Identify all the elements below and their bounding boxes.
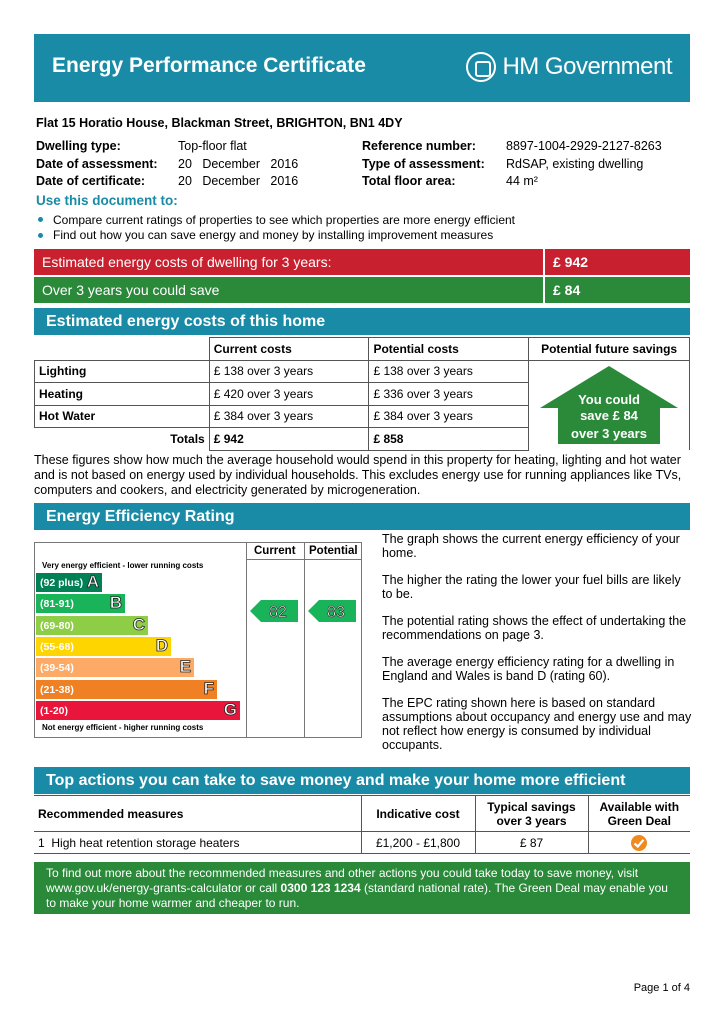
totals-potential: £ 858 (369, 428, 529, 451)
info-key: Date of assessment: (36, 156, 158, 171)
rating-section-title: Energy Efficiency Rating (34, 503, 690, 530)
band-range: (39-54) (40, 662, 74, 675)
band-letter: D (155, 635, 168, 655)
costs-section-title: Estimated energy costs of this home (34, 308, 690, 335)
rating-explanation (382, 532, 692, 765)
band-range: (21-38) (40, 683, 74, 696)
save-label: Over 3 years you could save (34, 277, 543, 303)
gov-text: HM Government (502, 53, 672, 80)
potential-rating-value: 83 (327, 604, 345, 621)
table-row (34, 832, 690, 854)
chart-divider (246, 559, 362, 560)
band-letter: F (203, 678, 214, 698)
footer-text: To find out more about the recommended measures and other actions you could take today to save money, visit www.gov.uk/energy-grants-calculator or call (46, 866, 639, 895)
bullet-item (36, 228, 515, 244)
band-letter: C (132, 614, 145, 634)
col-current: Current (254, 545, 296, 557)
header-cell (35, 338, 210, 361)
row-current: £ 384 over 3 years (209, 405, 369, 428)
row-potential: £ 384 over 3 years (369, 405, 529, 428)
band-letter: B (109, 593, 122, 613)
measure-number: 1 (38, 835, 45, 850)
footer-phone: 0300 123 1234 (280, 881, 361, 895)
save-value: £ 84 (545, 277, 690, 303)
row-current: £ 420 over 3 years (209, 383, 369, 406)
savings-house-arrow (540, 366, 678, 444)
page-title: Energy Performance Certificate (52, 54, 366, 77)
info-key: Reference number: (362, 139, 476, 153)
band-range: (69-80) (40, 619, 74, 632)
header-cost: Indicative cost (361, 796, 475, 832)
actions-section-title: Top actions you can take to save money and make your home more efficient (34, 767, 690, 794)
measure-cost: £1,200 - £1,800 (361, 832, 475, 854)
header-banner (34, 34, 690, 102)
bullet-text: Compare current ratings of properties to see which properties are more energy efficient (53, 212, 516, 227)
table-row (35, 338, 690, 361)
band-letter: G (223, 699, 237, 719)
row-name: Lighting (35, 360, 210, 383)
header-savings: Typical savings over 3 years (475, 796, 588, 832)
rating-text-para: The higher the rating the lower your fuel bills are likely to be. (382, 573, 681, 601)
row-potential: £ 336 over 3 years (369, 383, 529, 406)
footer-text: (standard national rate). The Green Deal may enable you to make your home warmer and cheaper to run. (46, 881, 668, 910)
info-row (36, 139, 696, 157)
band-d (36, 637, 171, 656)
current-rating-indicator (250, 600, 300, 622)
bullet-text: Find out how you can save energy and money by installing improvement measures (53, 228, 494, 243)
info-value: RdSAP, existing dwelling (506, 156, 644, 171)
header-potential: Potential costs (369, 338, 529, 361)
rating-text-para: The average energy efficiency rating for a dwelling in England and Wales is band D (rating 60). (382, 655, 675, 683)
header-current: Current costs (209, 338, 369, 361)
use-bullets (36, 212, 515, 243)
totals-current: £ 942 (209, 428, 369, 451)
royal-crest-icon (466, 52, 496, 82)
bullet-icon (38, 217, 43, 222)
rating-text-para: The EPC rating shown here is based on standard assumptions about occupancy and energy use and may not reflect how energy is consumed by individual occupants. (382, 696, 692, 752)
footer-info-box (34, 862, 690, 914)
info-row (36, 157, 696, 175)
band-letter: A (86, 572, 99, 591)
info-value: 8897-1004-2929-2127-8263 (506, 139, 662, 153)
actions-table (34, 795, 690, 854)
band-range: (1-20) (40, 704, 69, 717)
band-top-label: Very energy efficient - lower running costs (42, 561, 204, 570)
rating-text-para: The graph shows the current energy efficiency of your home. (382, 532, 680, 560)
costs-explanation: These figures show how much the average household would spend in this property for heating, lighting and hot water and is not based on energy used by individual households. This excludes energy use for running appliances like TVs, computers and cookers, and electricity generated by microgeneration. (34, 453, 682, 497)
info-value: 20 December 2016 (178, 174, 299, 188)
band-range: (92 plus) (40, 577, 84, 589)
savings-line3: over 3 years (571, 426, 647, 441)
header-savings: Potential future savings (529, 338, 690, 361)
bullet-icon (38, 233, 43, 238)
bullet-item (36, 212, 515, 228)
band-a (36, 573, 102, 592)
rating-text-para: The potential rating shows the effect of undertaking the recommendations on page 3. (382, 614, 687, 642)
band-bottom-label: Not energy efficient - higher running costs (42, 723, 204, 732)
greendeal-cell (588, 832, 690, 854)
check-circle-icon (630, 834, 648, 852)
info-key: Total floor area: (362, 174, 456, 188)
potential-rating-indicator (308, 600, 358, 622)
info-value: Top-floor flat (178, 139, 247, 153)
info-key: Date of certificate: (36, 174, 146, 188)
measure-cell (34, 832, 361, 854)
use-title: Use this document to: (36, 193, 178, 208)
row-current: £ 138 over 3 years (209, 360, 369, 383)
row-name: Heating (35, 383, 210, 406)
measure-savings: £ 87 (475, 832, 588, 854)
info-row (36, 174, 696, 192)
page-number: Page 1 of 4 (633, 982, 690, 994)
band-c (36, 616, 148, 635)
header-measures: Recommended measures (34, 796, 361, 832)
info-value: 20 December 2016 (178, 156, 299, 171)
band-b (36, 594, 125, 613)
est-cost-label: Estimated energy costs of dwelling for 3 years: (34, 249, 543, 275)
measure-name: High heat retention storage heaters (51, 835, 240, 850)
info-key: Dwelling type: (36, 139, 121, 153)
est-cost-value: £ 942 (545, 249, 690, 275)
band-range: (55-68) (40, 640, 74, 653)
band-g (36, 701, 240, 720)
hm-government-logo (466, 52, 672, 82)
info-value: 44 m² (506, 174, 538, 188)
band-range: (81-91) (40, 598, 74, 611)
row-potential: £ 138 over 3 years (369, 360, 529, 383)
header-greendeal: Available with Green Deal (588, 796, 690, 832)
chart-divider (246, 542, 247, 738)
band-f (36, 680, 217, 699)
band-e (36, 658, 194, 677)
property-address: Flat 15 Horatio House, Blackman Street, BRIGHTON, BN1 4DY (36, 116, 403, 130)
property-info (36, 139, 696, 192)
col-potential: Potential (309, 545, 358, 557)
savings-line2: save £ 84 (580, 408, 638, 423)
current-rating-value: 82 (269, 604, 287, 621)
savings-line1: You could (578, 392, 640, 407)
chart-divider (304, 542, 305, 738)
band-letter: E (179, 657, 191, 677)
row-name: Hot Water (35, 405, 210, 428)
totals-label: Totals (35, 428, 210, 451)
table-row (34, 796, 690, 832)
info-key: Type of assessment: (362, 156, 485, 171)
